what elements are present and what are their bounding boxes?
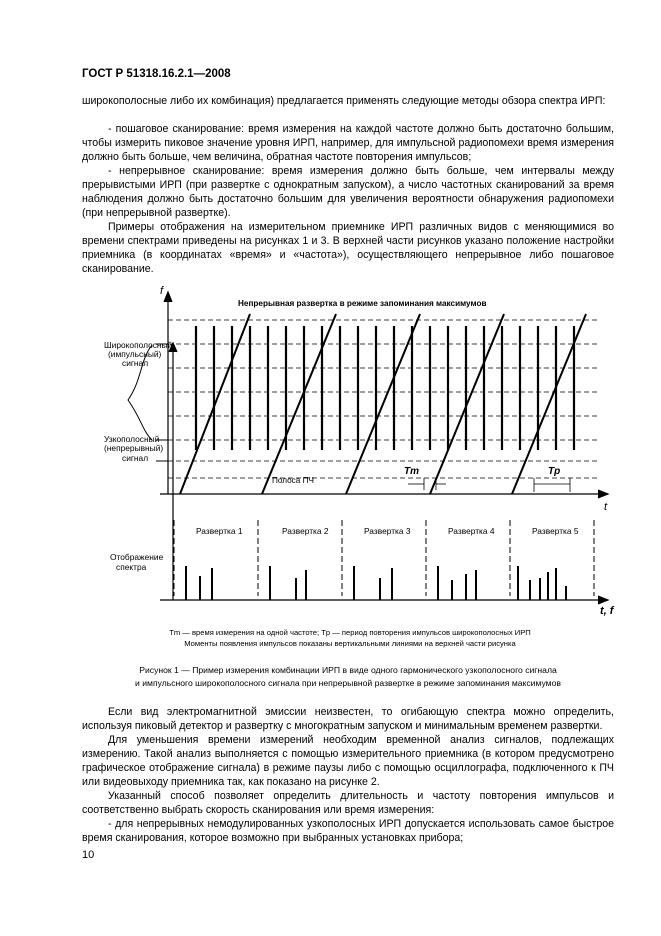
sweep-line xyxy=(262,314,336,494)
label-wide-2: (импульсный) xyxy=(108,349,162,359)
paragraph-step-scan: - пошаговое сканирование: время измерения на каждой частоте должно быть достаточно большим, чтобы измерить пиковое значение уровня ИРП, например, для импульсной радиопомехи время измерения должно быть больше, чем величина, обратная частоте повторения импульсов; xyxy=(82,123,614,163)
figure-legend-2: Моменты появления импульсов показаны вертикальными линиями на верхней части рисунка xyxy=(184,639,516,648)
label-narrow-3: сигнал xyxy=(122,453,149,463)
label-tm: Tm xyxy=(404,466,419,477)
sweep-label-5: Развертка 5 xyxy=(532,526,579,536)
figure-caption-1: Рисунок 1 — Пример измерения комбинации ИРП в виде одного гармонического узкополосного сигнала xyxy=(139,665,557,675)
label-narrow-2: (непрерывный) xyxy=(104,443,164,453)
sweep-lines xyxy=(180,314,586,494)
label-display-2: спектра xyxy=(116,562,147,572)
sweep-label-4: Развертка 4 xyxy=(448,526,495,536)
paragraph-continuous-scan: - непрерывное сканирование: время измерения должно быть больше, чем интервалы между прерывистыми ИРП (при развертке с однократным запуском), а число частотных сканирований за время наблюдения должно быть достаточно большим для увеличения вероятности обнаружения радиопомехи (при непрерывной развертке). xyxy=(82,165,614,219)
axis-tf-label: t, f xyxy=(600,605,614,617)
sweep-label-1: Развертка 1 xyxy=(196,526,243,536)
sweep-label-3: Развертка 3 xyxy=(364,526,411,536)
paragraph-intro: широкополосные либо их комбинация) предлагается применять следующие методы обзора спектра ИРП: xyxy=(82,95,606,107)
tm-marker xyxy=(408,478,446,490)
page-number: 10 xyxy=(82,849,95,861)
label-tp: Tp xyxy=(548,466,561,477)
label-display-1: Отображение xyxy=(110,552,164,562)
figure-legend-1: Tm — время измерения на одной частоте; Tp — период повторения импульсов широкополосных ИРП xyxy=(169,628,531,637)
paragraph-method: Указанный способ позволяет определить длительность и частоту повторения импульсов и соответственно выбрать скорость сканирования или время измерения: xyxy=(82,790,614,816)
paragraph-narrowband: - для непрерывных немодулированных узкополосных ИРП допускается использовать самое быстрое время сканирования, которое возможно при выбранных установках прибора; xyxy=(82,818,614,844)
document-header: ГОСТ Р 51318.16.2.1—2008 xyxy=(82,68,231,80)
label-narrow-1: Узкополосный xyxy=(104,434,160,444)
paragraph-unknown-emission: Если вид электромагнитной эмиссии неизвестен, то огибающую спектра можно определить, используя пиковый детектор и развертку с многократным запуском и минимальным временем развертки. xyxy=(82,706,614,732)
axis-t-label: t xyxy=(604,501,608,513)
pulse-lines xyxy=(196,326,574,450)
figure-title: Непрерывная развертка в режиме запоминания максимумов xyxy=(238,299,487,308)
axes xyxy=(160,292,608,604)
figure-caption-2: и импульсного широкополосного сигнала при непрерывной развертке в режиме запоминания максимумов xyxy=(135,678,561,688)
spectrum-bars xyxy=(186,566,566,600)
label-wide-1: Широкополосный xyxy=(104,340,173,350)
paragraph-time-analysis: Для уменьшения времени измерений необходим временной анализ сигналов, подлежащих измерению. Такой анализ выполняется с помощью измерительного приемника (в котором предусмотрено графическое отображение сигнала) в режиме паузы либо с помощью осциллографа, подключенного к ПЧ или видеовыходу приемника так, как показано на рисунке 2. xyxy=(82,734,614,788)
label-if-band: Полоса ПЧ xyxy=(272,476,314,485)
sweep-label-2: Развертка 2 xyxy=(282,526,329,536)
label-wide-3: сигнал xyxy=(122,358,149,368)
sweep-labels xyxy=(196,526,579,536)
paragraph-examples: Примеры отображения на измерительном приемнике ИРП различных видов с меняющимися во времени спектрами приведены на рисунках 1 и 3. В верхней части рисунков указано положение настройки приемника (в координатах «время» и «частота»), осуществляющего непрерывное либо пошаговое сканирование. xyxy=(82,221,614,275)
axis-f-label: f xyxy=(160,285,164,297)
tp-marker xyxy=(534,478,570,492)
